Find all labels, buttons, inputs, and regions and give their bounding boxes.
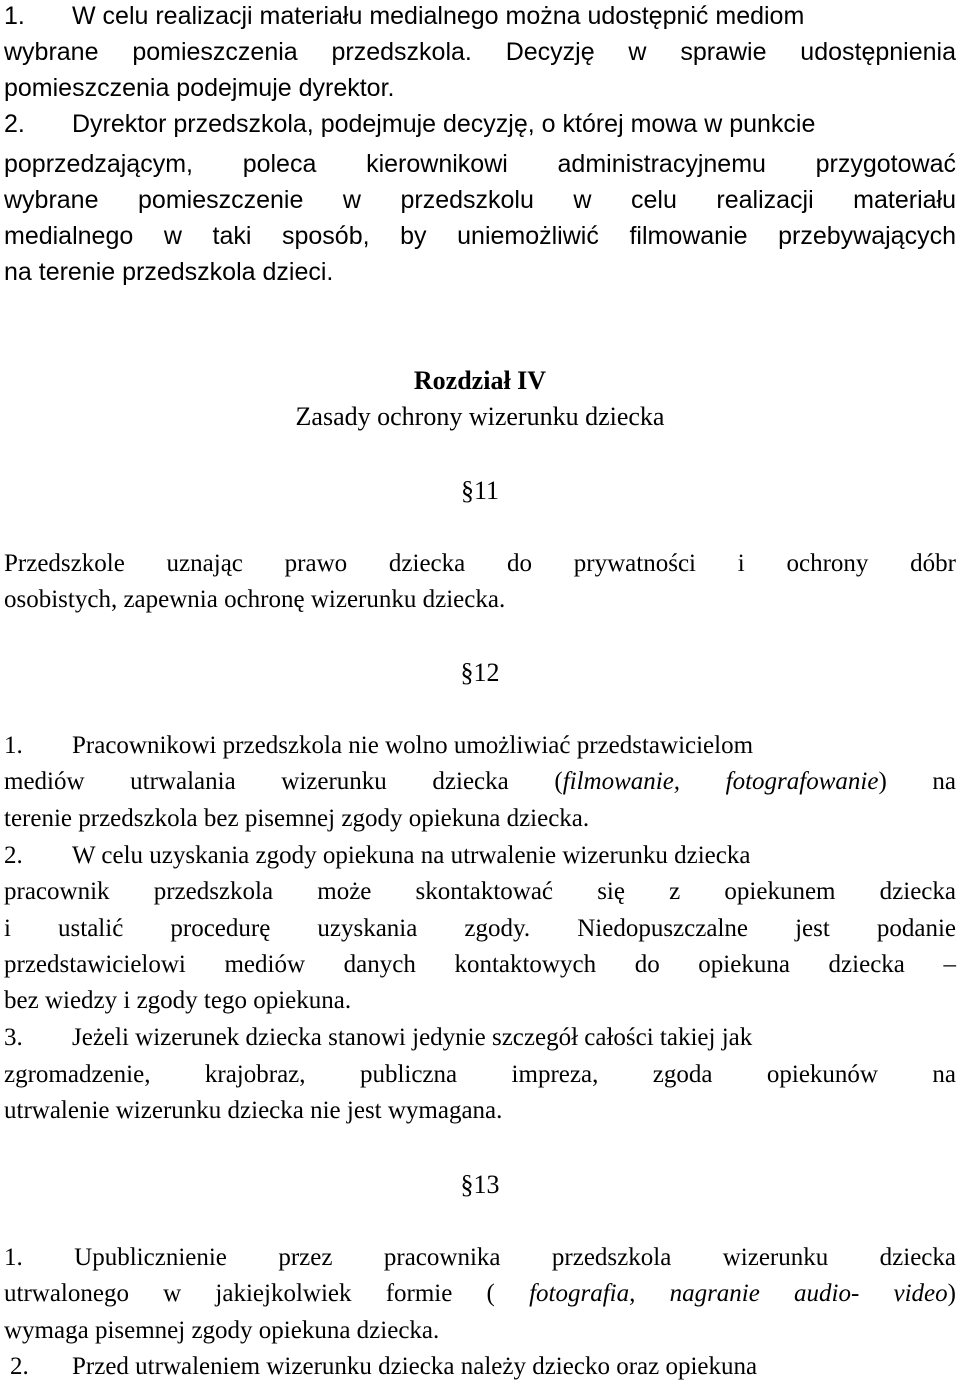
point-2-line-1: 2. Dyrektor przedszkola, podejmuje decyzję, o której mowa w punkcie — [4, 110, 816, 138]
section-13-line-1: 1. Upublicznienie przez pracownika przedszkola wizerunku dziecka — [4, 1244, 956, 1271]
point-2-line-2: poprzedzającym, poleca kierownikowi administracyjnemu przygotować — [4, 150, 956, 178]
point-1-line-3: pomieszczenia podejmuje dyrektor. — [4, 74, 395, 102]
chapter-title: Rozdział IV — [413, 366, 547, 395]
section-12-line-2: mediów utrwalania wizerunku dziecka (filmowanie, fotografowanie) na — [4, 768, 956, 795]
chapter-subtitle: Zasady ochrony wizerunku dziecka — [295, 402, 665, 431]
point-1-line-1: 1. W celu realizacji materiału medialnego można udostępnić mediom — [4, 2, 805, 30]
section-13-line-3: wymaga pisemnej zgody opiekuna dziecka. — [4, 1317, 440, 1344]
section-12-line-1: 1. Pracownikowi przedszkola nie wolno umożliwiać przedstawicielom — [4, 732, 754, 759]
section-12-line-10: zgromadzenie, krajobraz, publiczna impreza, zgoda opiekunów na — [4, 1061, 956, 1088]
section-12-line-5: pracownik przedszkola może skontaktować się z opiekunem dziecka — [4, 878, 956, 905]
point-1-line-2: wybrane pomieszczenia przedszkola. Decyzję w sprawie udostępnienia — [4, 38, 956, 66]
section-12-line-3: terenie przedszkola bez pisemnej zgody opiekuna dziecka. — [4, 805, 590, 832]
point-2-line-4: medialnego w taki sposób, by uniemożliwić filmowanie przebywających — [4, 222, 956, 250]
section-12-heading: §12 — [460, 658, 500, 687]
section-11-heading: §11 — [460, 476, 500, 505]
section-13-heading: §13 — [460, 1170, 500, 1199]
point-2-line-3: wybrane pomieszczenie w przedszkolu w celu realizacji materiału — [4, 186, 956, 214]
section-12-line-9: 3. Jeżeli wizerunek dziecka stanowi jedynie szczegół całości takiej jak — [4, 1024, 753, 1051]
point-2-line-5: na terenie przedszkola dzieci. — [4, 258, 334, 286]
section-11-line-1: Przedszkole uznając prawo dziecka do prywatności i ochrony dóbr — [4, 550, 956, 577]
section-12-line-4: 2. W celu uzyskania zgody opiekuna na utrwalenie wizerunku dziecka — [4, 842, 751, 869]
section-12-line-7: przedstawicielowi mediów danych kontaktowych do opiekuna dziecka – — [4, 951, 956, 978]
section-12-line-6: i ustalić procedurę uzyskania zgody. Niedopuszczalne jest podanie — [4, 915, 956, 942]
section-11-line-2: osobistych, zapewnia ochronę wizerunku dziecka. — [4, 586, 506, 613]
section-13-line-2: utrwalonego w jakiejkolwiek formie ( fotografia, nagranie audio- video) — [4, 1280, 956, 1307]
section-12-line-8: bez wiedzy i zgody tego opiekuna. — [4, 987, 352, 1014]
section-13-line-4: 2. Przed utrwaleniem wizerunku dziecka należy dziecko oraz opiekuna — [10, 1353, 758, 1380]
section-12-line-11: utrwalenie wizerunku dziecka nie jest wymagana. — [4, 1097, 503, 1124]
